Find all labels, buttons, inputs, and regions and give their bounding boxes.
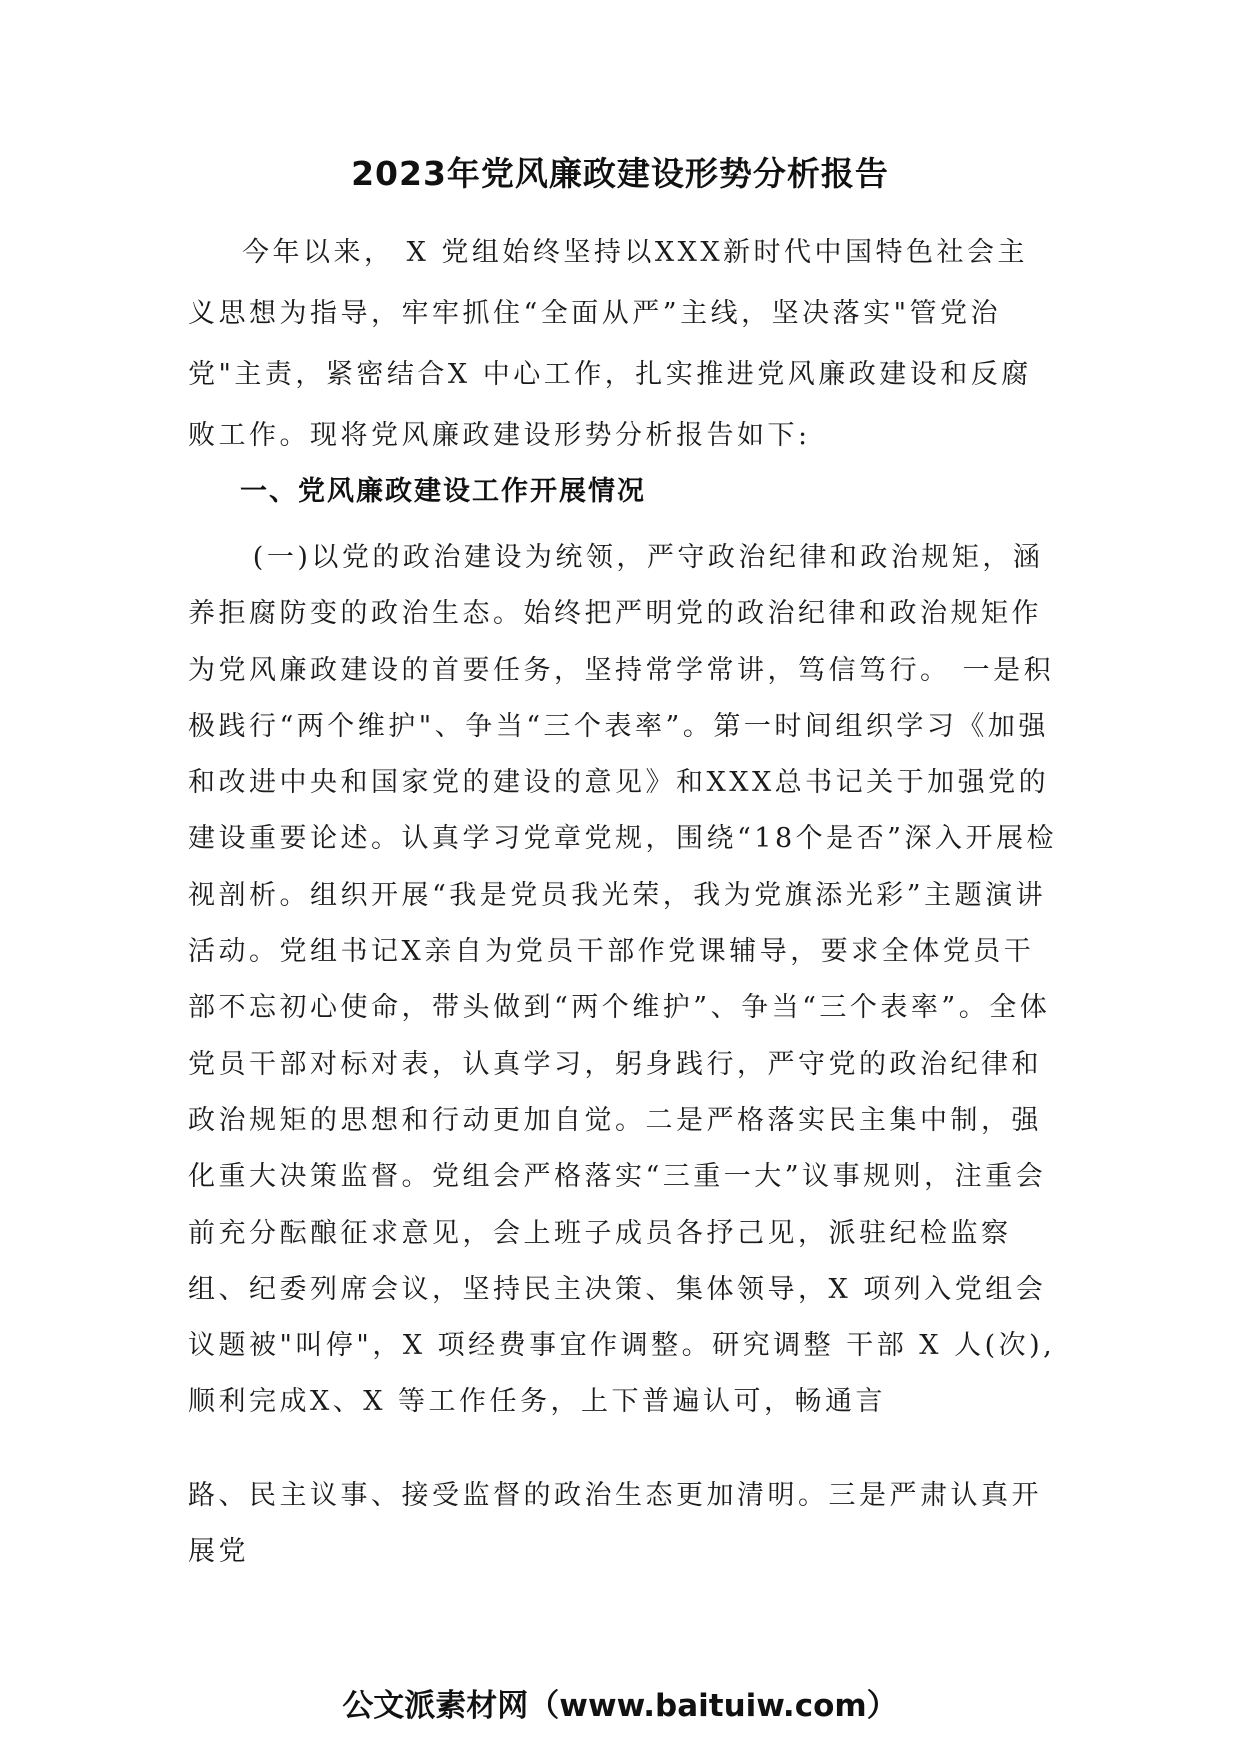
continued-paragraph: 路、民主议事、接受监督的政治生态更加清明。三是严肃认真开展党: [188, 1480, 1042, 1567]
main-paragraph: (一)以党的政治建设为统领，严守政治纪律和政治规矩，涵养拒腐防变的政治生态。始终把严明党的政治纪律和政治规矩作为党风廉政建设的首要任务，坚持常学常讲，笃信笃行。 一是积极践行“两个维护"、争当“三个表率”。第一时间组织学习《加强和改进中央和国家党的建设的意见》和XXX总书记关于加强党的建设重要论述。认真学习党章党规，围绕“18个是否”深入开展检视剖析。组织开展“我是党员我光荣，我为党旗添光彩”主题演讲活动。党组书记X亲自为党员干部作党课辅导，要求全体党员干部不忘初心使命，带头做到“两个维护”、争当“三个表率”。全体党员干部对标对表，认真学习，躬身践行，严守党的政治纪律和政治规矩的思想和行动更加自觉。二是严格落实民主集中制，强化重大决策监督。党组会严格落实“三重一大”议事规则，注重会前充分酝酿征求意见，会上班子成员各抒己见，派驻纪检监察组、纪委列席会议，坚持民主决策、集体领导，X 项列入党组会议题被"叫停"，X 项经费事宜作调整。研究调整 干部 X 人(次),顺利完成X、X 等工作任务，上下普遍认可，畅通言: [188, 542, 1057, 1418]
intro-paragraph: 今年以来， X 党组始终坚持以XXX新时代中国特色社会主义思想为指导，牢牢抓住“全面从严”主线，坚决落实"管党治党"主责，紧密结合X 中心工作，扎实推进党风廉政建设和反腐败工作。现将党风廉政建设形势分析报告如下:: [188, 237, 1032, 451]
footer-watermark: 公文派素材网（www.baituiw.com）: [342, 1688, 898, 1724]
section-heading: 一、党风廉政建设工作开展情况: [240, 476, 646, 507]
document-title: 2023年党风廉政建设形势分析报告: [351, 154, 889, 193]
